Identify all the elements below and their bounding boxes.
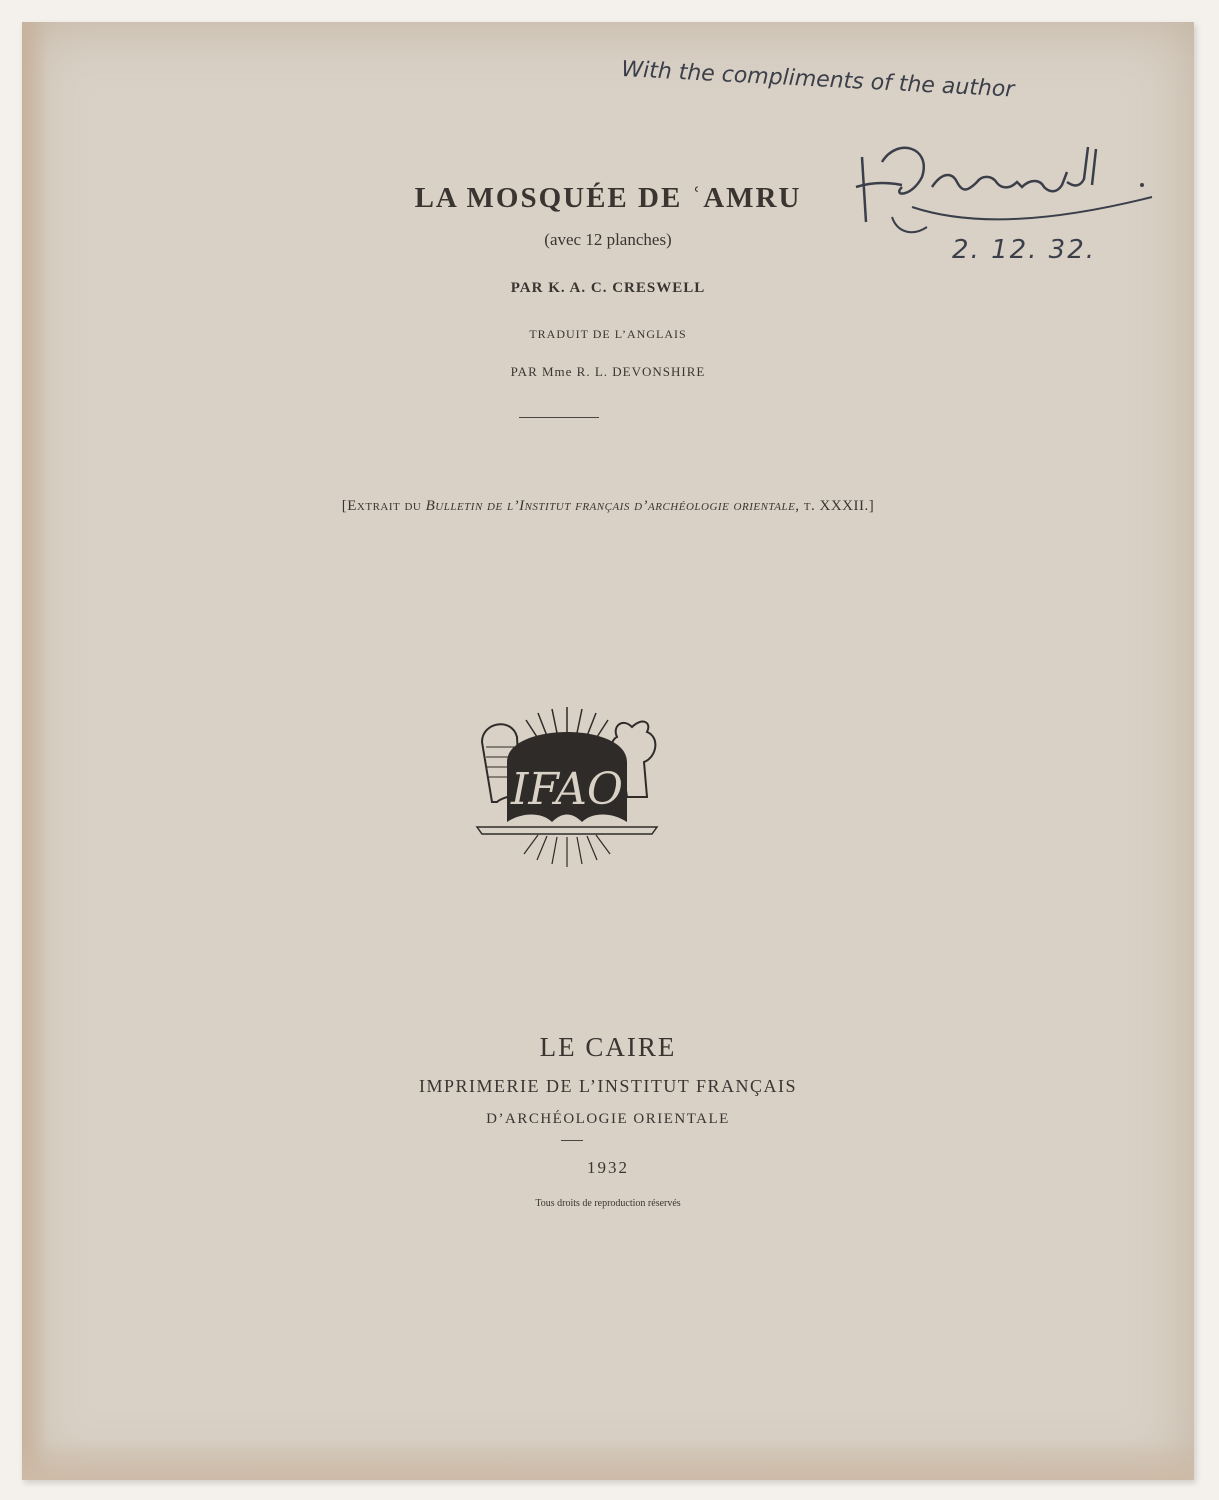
extract-citation: [22, 498, 1194, 515]
extract-open: [Extrait du: [341, 498, 426, 514]
inscription-date: 2. 12. 32.: [952, 235, 1097, 265]
title-page: [22, 22, 1194, 1480]
translated-line: TRADUIT DE L’ANGLAIS: [529, 327, 687, 341]
page-edge-bottom: [22, 1440, 1194, 1480]
rights-notice: Tous droits de reproduction réservés: [535, 1198, 681, 1209]
subtitle: (avec 12 planches): [544, 230, 672, 249]
emblem-monogram: IFAO: [511, 764, 623, 815]
author-line: PAR K. A. C. CRESWELL: [510, 280, 706, 296]
inscription-text: With the compliments of the author: [620, 57, 1015, 103]
publisher-city: LE CAIRE: [539, 1032, 677, 1062]
publisher-name: IMPRIMERIE DE L’INSTITUT FRANÇAIS: [418, 1076, 798, 1096]
publication-year: 1932: [587, 1158, 629, 1177]
translator-line: PAR Mme R. L. DEVONSHIRE: [510, 364, 706, 379]
page-title: LA MOSQUÉE DE ʿAMRU: [414, 182, 802, 214]
ifao-emblem-icon: [462, 702, 672, 872]
extract-journal: Bulletin de l’Institut français d’archéologie orientale: [425, 498, 796, 514]
divider-short: [561, 1140, 583, 1141]
divider: [519, 417, 599, 418]
publisher-name-2: D’ARCHÉOLOGIE ORIENTALE: [486, 1111, 730, 1127]
extract-close: , t. XXXII.]: [795, 498, 875, 514]
